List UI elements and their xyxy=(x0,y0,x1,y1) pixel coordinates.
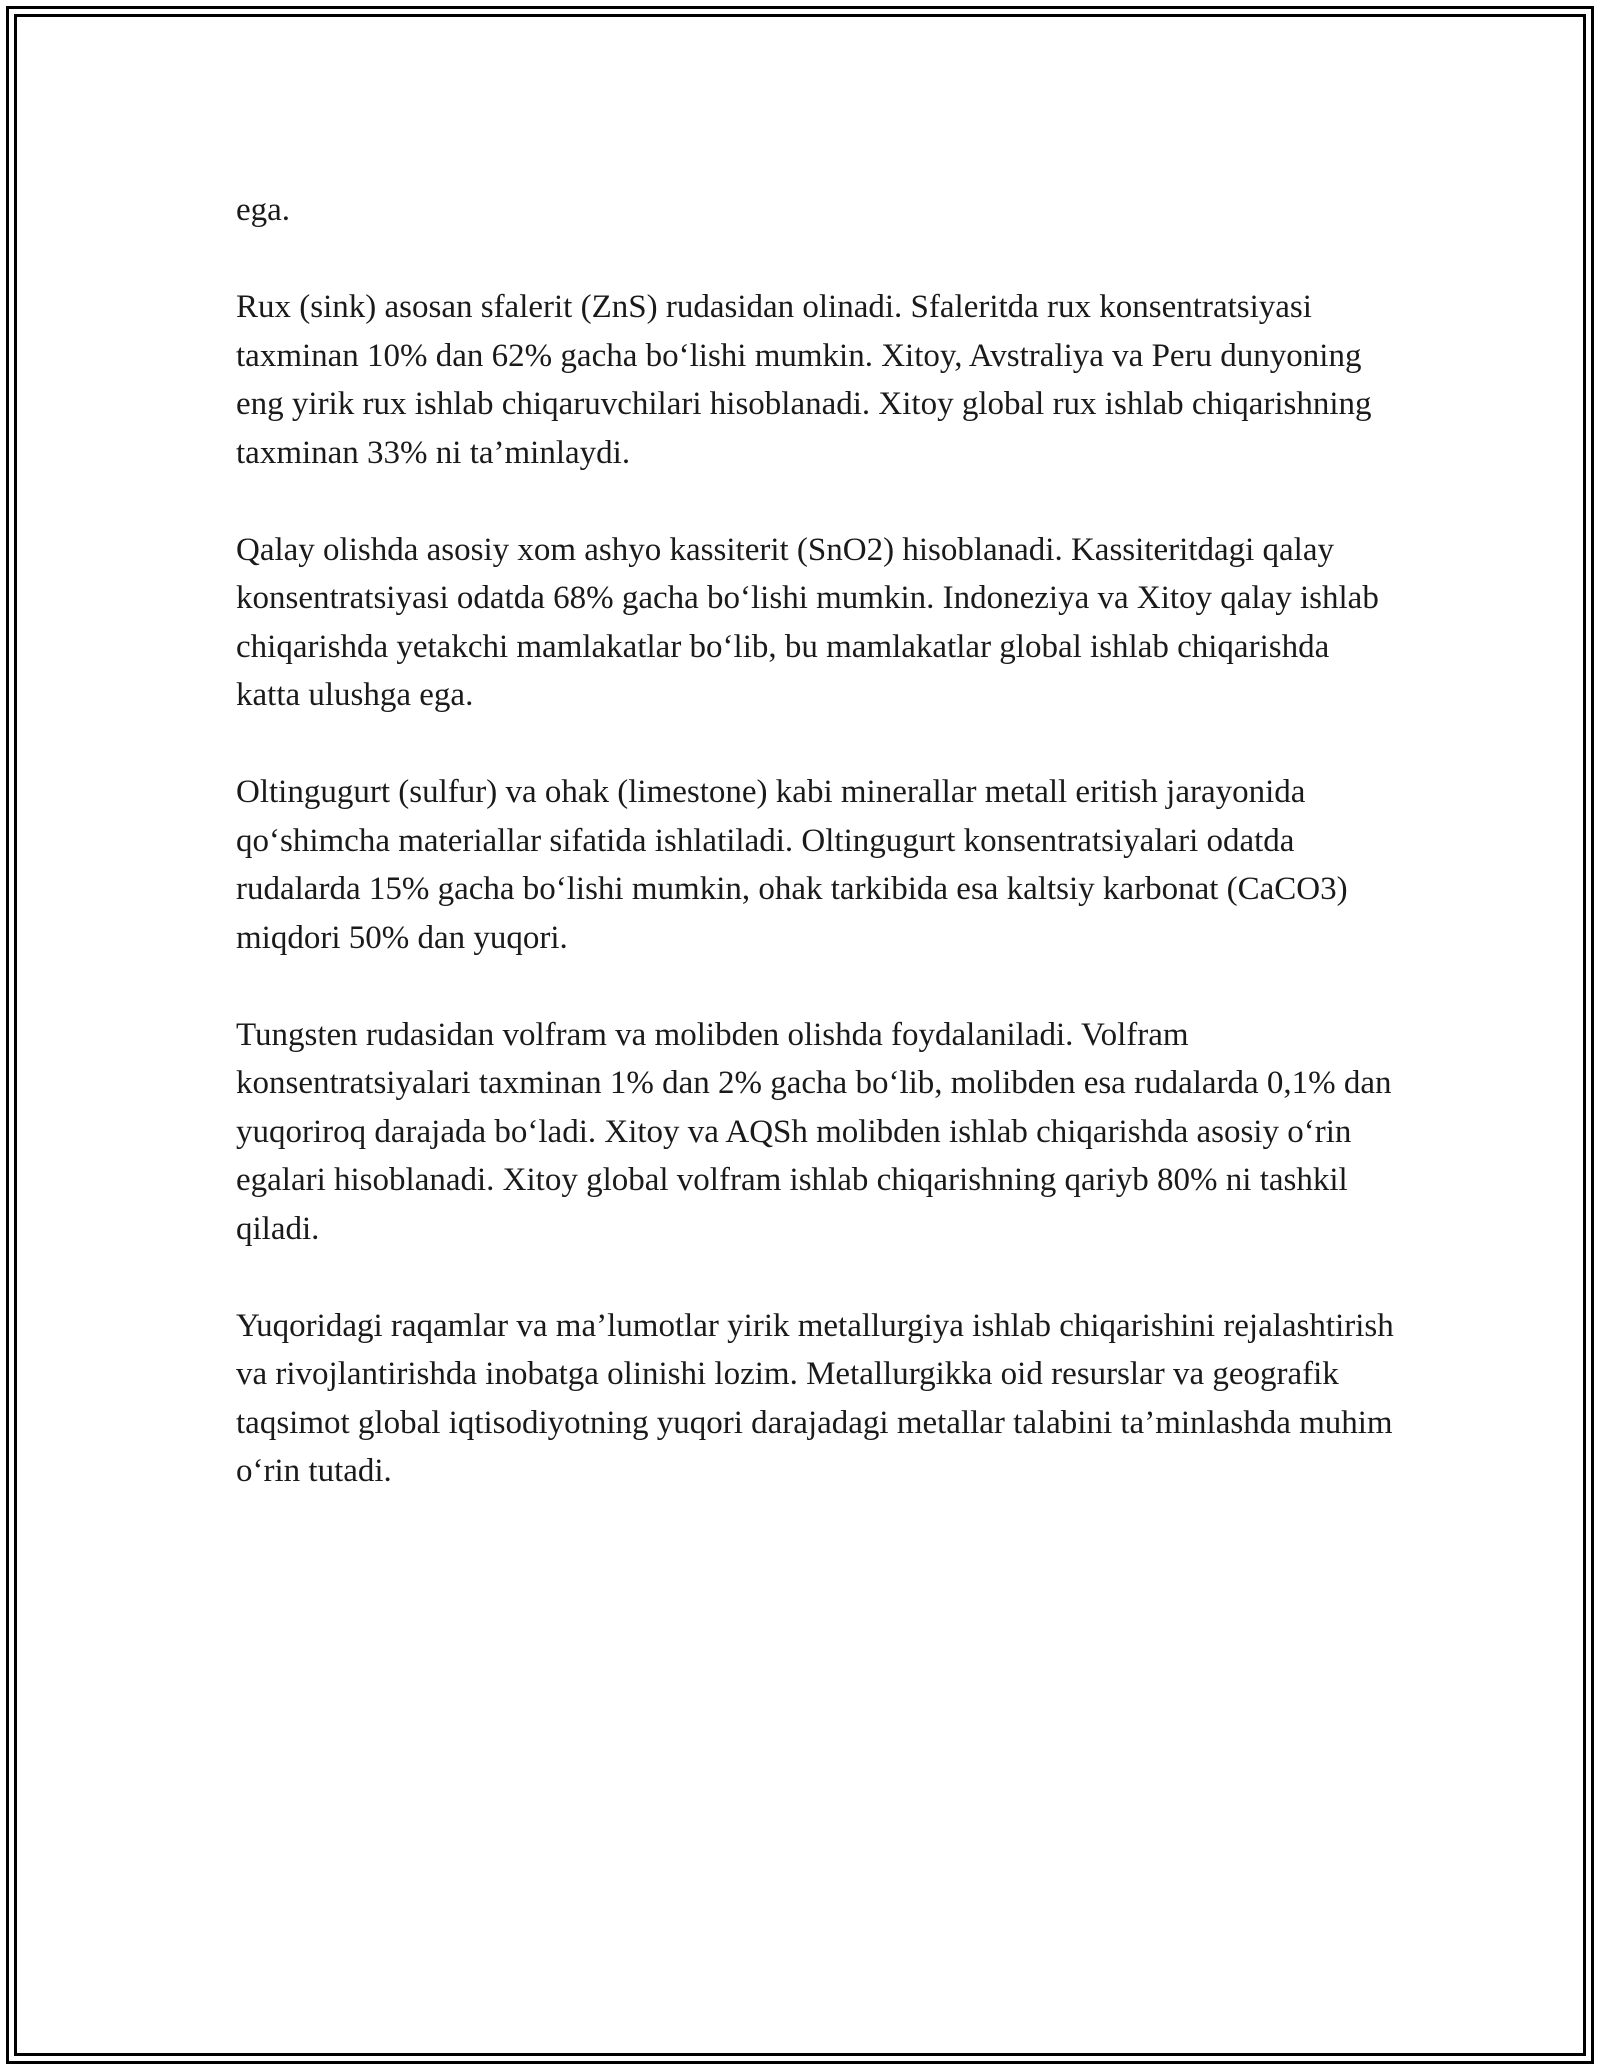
paragraph-tin: Qalay olishda asosiy xom ashyo kassiterit (SnO2) hisoblanadi. Kassiteritdagi qalay konsentratsiyasi odatda 68% gacha bo‘lishi mumkin. Indoneziya va Xitoy qalay ishlab chiqarishda yetakchi mamlakatlar bo‘lib, bu mamlakatlar global ishlab chiqarishda katta ulushga ega. xyxy=(236,531,1379,713)
paragraph-conclusion: Yuqoridagi raqamlar va ma’lumotlar yirik metallurgiya ishlab chiqarishini rejalashtirish va rivojlantirishda inobatga olinishi lozim. Metallurgikka oid resurslar va geografik taqsimot global iqtisodiyotning yuqori darajadagi metallar talabini ta’minlashda muhim o‘rin tutadi. xyxy=(236,1307,1394,1489)
document-body xyxy=(236,186,1396,1544)
paragraph-sulfur-limestone: Oltingugurt (sulfur) va ohak (limestone) kabi minerallar metall eritish jarayonida qo‘shimcha materiallar sifatida ishlatiladi. Oltingugurt konsentratsiyalari odatda rudalarda 15% gacha bo‘lishi mumkin, ohak tarkibida esa kaltsiy karbonat (CaCO3) miqdori 50% dan yuqori. xyxy=(236,774,1348,956)
paragraph-tungsten-molybdenum: Tungsten rudasidan volfram va molibden olishda foydalaniladi. Volfram konsentratsiyalari taxminan 1% dan 2% gacha bo‘lib, molibden esa rudalarda 0,1% dan yuqoriroq darajada bo‘ladi. Xitoy va AQSh molibden ishlab chiqarishda asosiy o‘rin egalari hisoblanadi. Xitoy global volfram ishlab chiqarishning qariyb 80% ni tashkil qiladi. xyxy=(236,1016,1392,1247)
paragraph-zinc: Rux (sink) asosan sfalerit (ZnS) rudasidan olinadi. Sfaleritda rux konsentratsiyasi taxminan 10% dan 62% gacha bo‘lishi mumkin. Xitoy, Avstraliya va Peru dunyoning eng yirik rux ishlab chiqaruvchilari hisoblanadi. Xitoy global rux ishlab chiqarishning taxminan 33% ni ta’minlaydi. xyxy=(236,289,1372,471)
paragraph-continuation: ega. xyxy=(236,192,291,228)
